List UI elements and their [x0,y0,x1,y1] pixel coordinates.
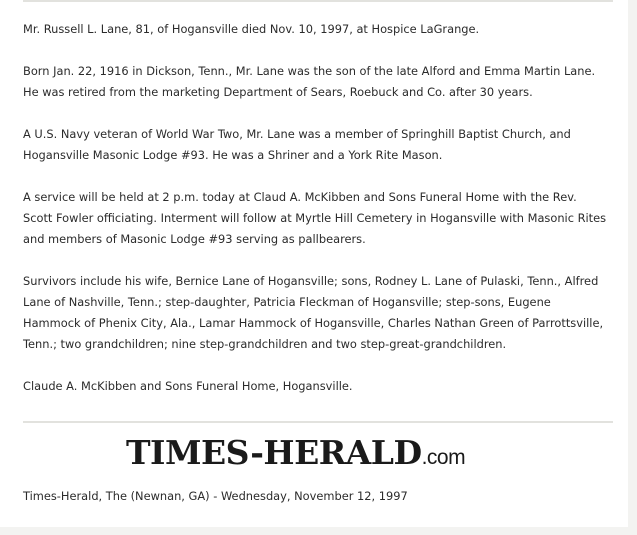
paragraph-survivors [23,271,623,355]
text-line: Hogansville Masonic Lodge #93. He was a Shriner and a York Rite Mason. [23,148,443,162]
text-line: He was retired from the marketing Department of Sears, Roebuck and Co. after 30 years. [23,85,533,99]
text-line: Claude A. McKibben and Sons Funeral Home, Hogansville. [23,379,353,393]
paragraph-biography [23,61,623,103]
text-line: Tenn.; two grandchildren; nine step-grandchildren and two step-great-grandchildren. [23,337,507,351]
paragraph-funeral-home [23,376,623,397]
text-line: Hammock of Phenix City, Ala., Lamar Hammock of Hogansville, Charles Nathan Green of Parrottsville, [23,316,604,330]
text-line: Born Jan. 22, 1916 in Dickson, Tenn., Mr. Lane was the son of the late Alford and Emma Martin Lane. [23,64,596,78]
footer-divider [23,421,613,423]
source-citation: Times-Herald, The (Newnan, GA) - Wednesday, November 12, 1997 [23,489,408,503]
paragraph-affiliations [23,124,623,166]
text-line: Survivors include his wife, Bernice Lane of Hogansville; sons, Rodney L. Lane of Pulaski, Tenn., Alfred [23,274,599,288]
logo-domain-text: .com [421,446,466,469]
paragraph-death-notice [23,19,623,40]
top-divider [23,0,613,2]
text-line: A service will be held at 2 p.m. today at Claud A. McKibben and Sons Funeral Home with the Rev. [23,190,577,204]
text-line: A U.S. Navy veteran of World War Two, Mr. Lane was a member of Springhill Baptist Church, and [23,127,571,141]
text-line: Mr. Russell L. Lane, 81, of Hogansville died Nov. 10, 1997, at Hospice LaGrange. [23,22,480,36]
text-line: and members of Masonic Lodge #93 serving as pallbearers. [23,232,366,246]
text-line: Lane of Nashville, Tenn.; step-daughter, Patricia Fleckman of Hogansville; step-sons, Eugene [23,295,551,309]
times-herald-logo [126,433,466,472]
obituary-text [23,19,623,418]
paragraph-service [23,187,623,250]
text-line: Scott Fowler officiating. Interment will follow at Myrtle Hill Cemetery in Hogansville with Masonic Rites [23,211,607,225]
logo-brand-text: TIMES-HERALD [126,433,422,472]
